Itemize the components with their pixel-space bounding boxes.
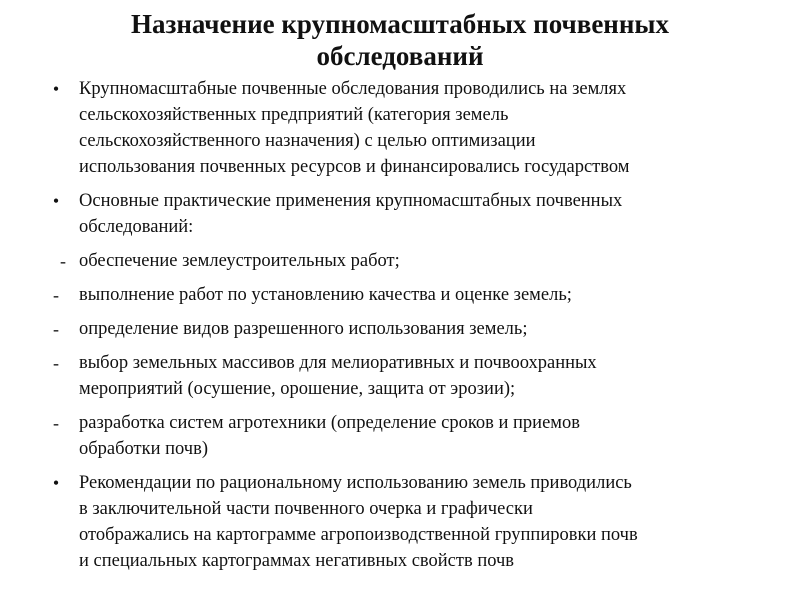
list-item-line: в заключительной части почвенного очерка и графически bbox=[79, 499, 533, 519]
slide-title bbox=[0, 8, 800, 72]
list-item-line: обеспечение землеустроительных работ; bbox=[79, 251, 400, 271]
dash-marker: - bbox=[53, 319, 59, 339]
dash-marker: - bbox=[60, 251, 66, 271]
list-item-text bbox=[79, 410, 769, 462]
list-item bbox=[0, 248, 800, 274]
list-item bbox=[0, 350, 800, 402]
list-item-line: Основные практические применения крупномасштабных почвенных bbox=[79, 191, 623, 211]
slide-title-line-1: Назначение крупномасштабных почвенных bbox=[130, 9, 669, 39]
bullet-marker: • bbox=[52, 79, 60, 99]
list-item-line: и специальных картограммах негативных свойств почв bbox=[79, 551, 515, 571]
list-item-line: разработка систем агротехники (определение сроков и приемов bbox=[79, 413, 580, 433]
list-item-text bbox=[79, 316, 769, 342]
list-item bbox=[0, 316, 800, 342]
bullet-marker: • bbox=[52, 473, 60, 493]
list-item bbox=[0, 76, 800, 180]
slide-title-line-2: обследований bbox=[316, 41, 484, 71]
list-item-line: Крупномасштабные почвенные обследования проводились на землях bbox=[79, 79, 627, 99]
list-item-line: сельскохозяйственного назначения) с целью оптимизации bbox=[79, 131, 536, 151]
dash-marker: - bbox=[53, 285, 59, 305]
list-item-line: мероприятий (осушение, орошение, защита от эрозии); bbox=[79, 379, 516, 399]
list-item bbox=[0, 282, 800, 308]
list-item-text bbox=[79, 470, 769, 574]
list-item-line: сельскохозяйственных предприятий (категория земель bbox=[79, 105, 509, 125]
list-item-text bbox=[79, 76, 769, 180]
list-item-text bbox=[79, 248, 769, 274]
list-item bbox=[0, 188, 800, 240]
list-item bbox=[0, 410, 800, 462]
list-item bbox=[0, 470, 800, 574]
list-item-line: определение видов разрешенного использования земель; bbox=[79, 319, 528, 339]
list-item-text bbox=[79, 350, 769, 402]
list-item-line: обследований: bbox=[79, 217, 194, 237]
dash-marker: - bbox=[53, 353, 59, 373]
list-item-line: выполнение работ по установлению качества и оценке земель; bbox=[79, 285, 572, 305]
list-item-line: отображались на картограмме агропоизводственной группировки почв bbox=[79, 525, 638, 545]
list-item-line: использования почвенных ресурсов и финансировались государством bbox=[79, 157, 630, 177]
list-item-line: Рекомендации по рациональному использованию земель приводились bbox=[79, 473, 632, 493]
list-item-line: выбор земельных массивов для мелиоративных и почвоохранных bbox=[79, 353, 597, 373]
list-item-line: обработки почв) bbox=[79, 439, 209, 459]
list-item-text bbox=[79, 188, 769, 240]
dash-marker: - bbox=[53, 413, 59, 433]
list-item-text bbox=[79, 282, 769, 308]
bullet-marker: • bbox=[52, 191, 60, 211]
bullet-list bbox=[0, 76, 800, 582]
